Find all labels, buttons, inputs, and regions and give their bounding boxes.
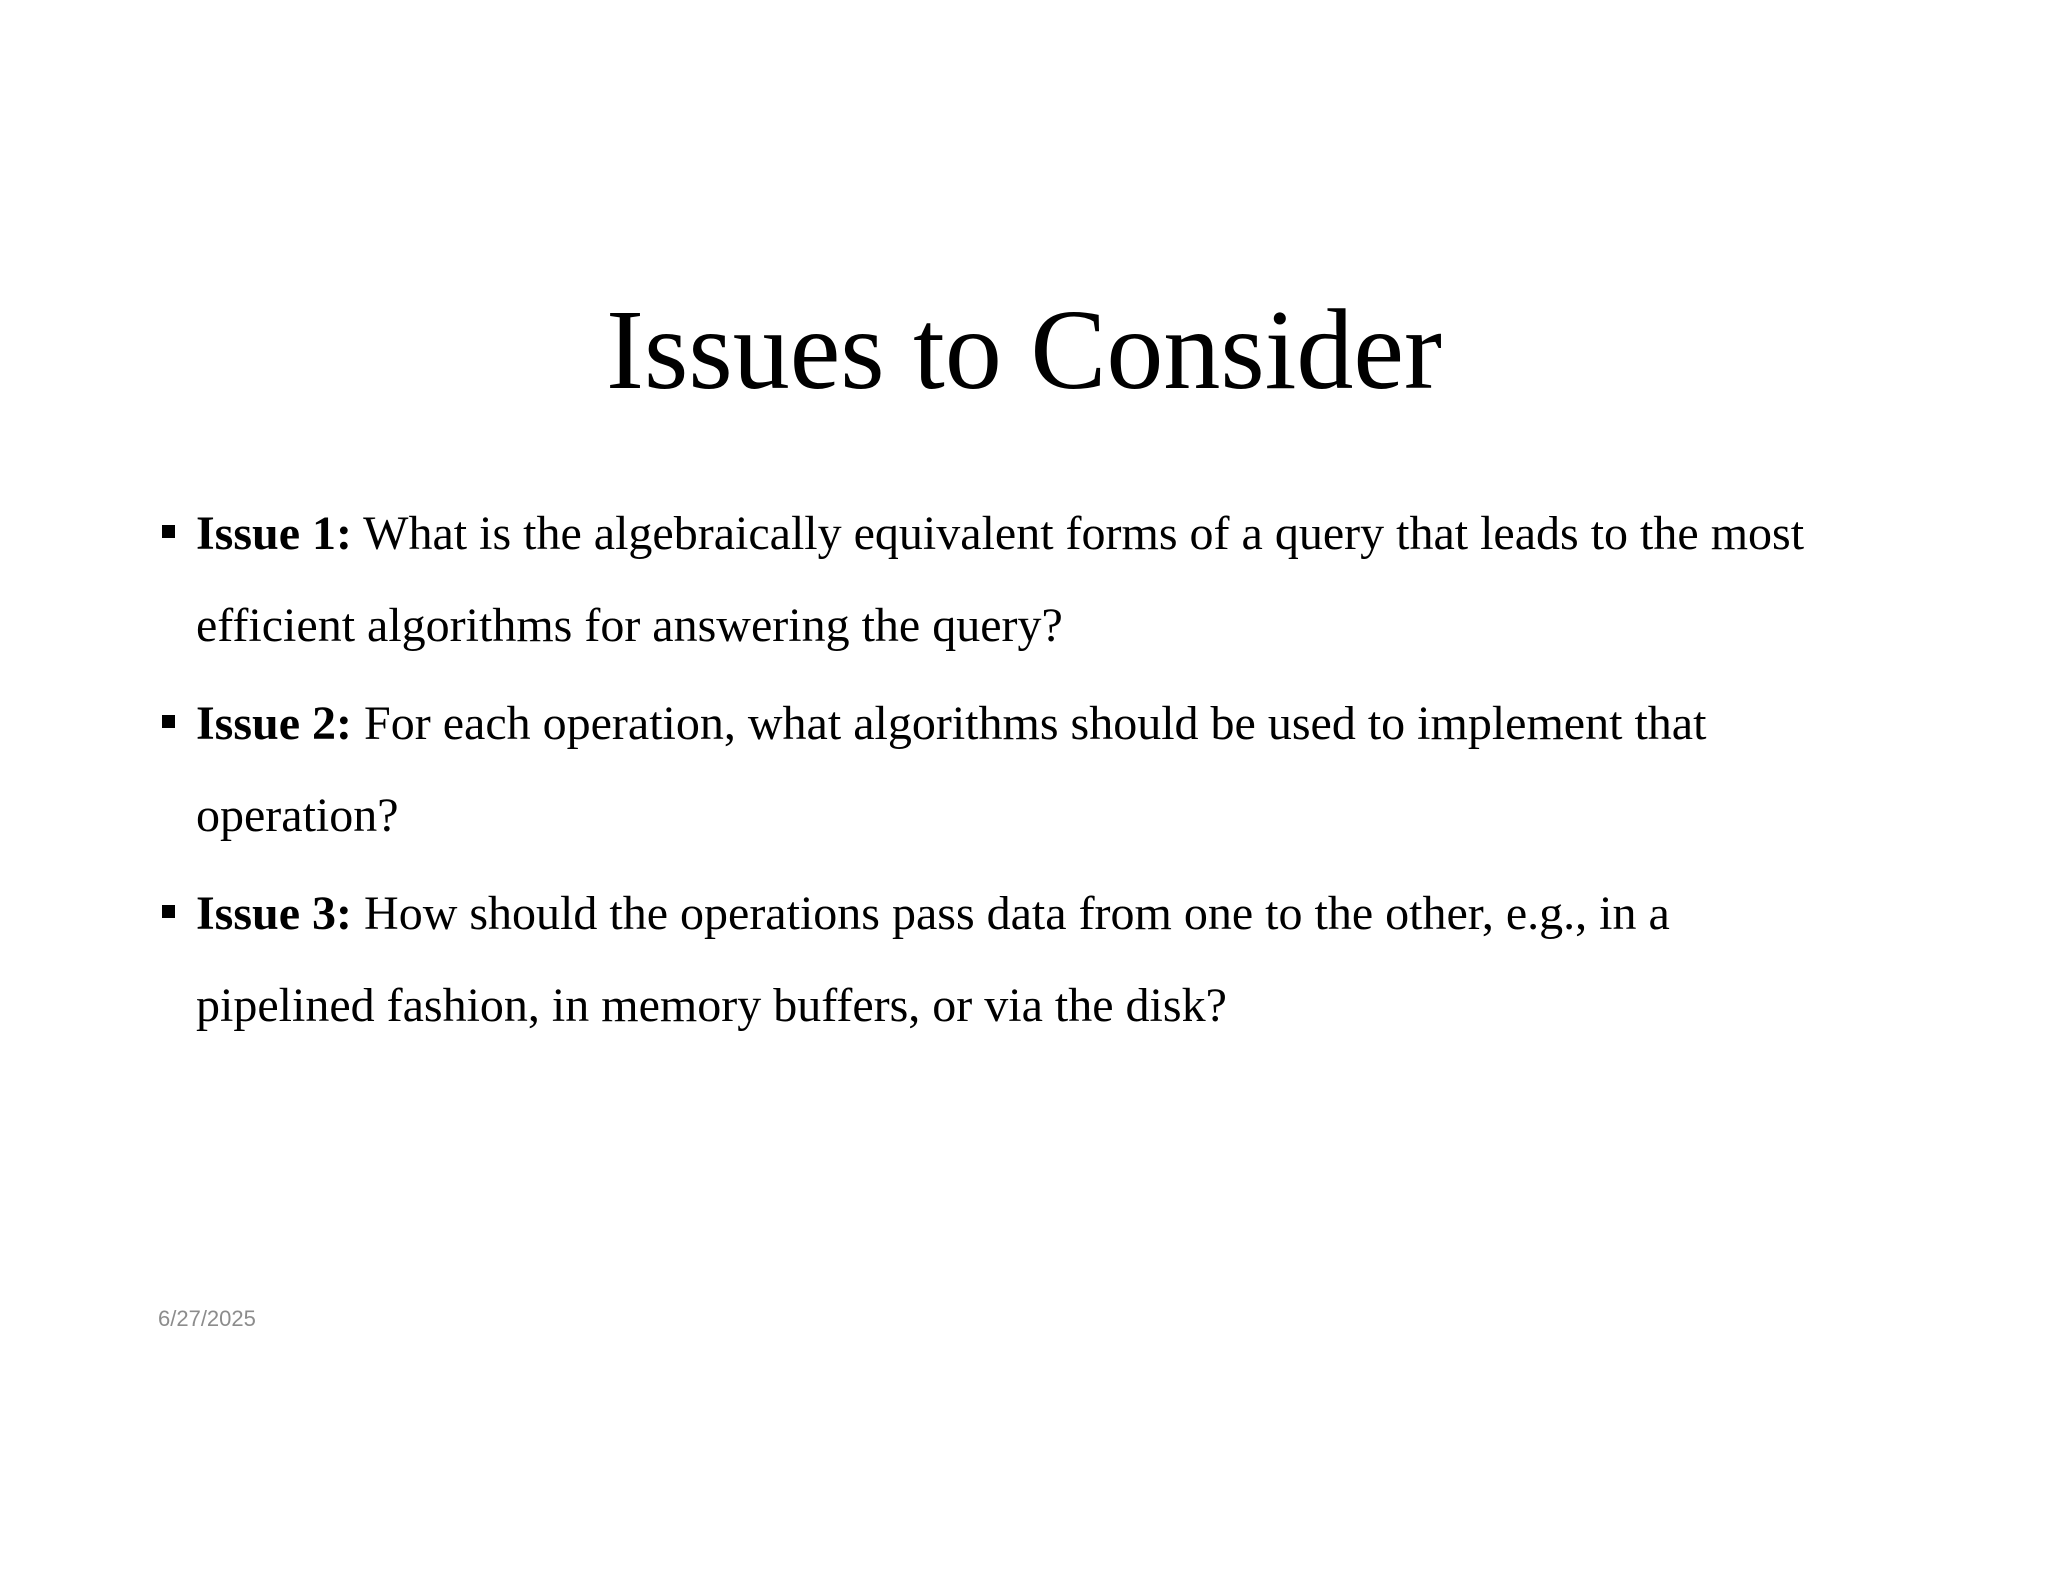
bullet-item-issue-1 (158, 488, 1858, 672)
footer-date: 6/27/2025 (158, 1306, 256, 1331)
issue-label: Issue 1: (196, 507, 353, 560)
issue-label: Issue 3: (196, 887, 353, 940)
square-bullet-icon (162, 525, 175, 538)
bullet-item-issue-2 (158, 678, 1858, 862)
bullet-list (158, 488, 1858, 1058)
issue-text: For each operation, what algorithms should be used to implement that operation? (196, 697, 1707, 842)
slide-title: Issues to Consider (606, 286, 1442, 413)
square-bullet-icon (162, 905, 175, 918)
issue-label: Issue 2: (196, 697, 353, 750)
issue-text: How should the operations pass data from one to the other, e.g., in a pipelined fashion, in memory buffers, or via the disk? (196, 887, 1670, 1032)
issue-text: What is the algebraically equivalent forms of a query that leads to the most efficient algorithms for answering the query? (196, 507, 1805, 652)
bullet-item-issue-3 (158, 868, 1858, 1052)
square-bullet-icon (162, 715, 175, 728)
